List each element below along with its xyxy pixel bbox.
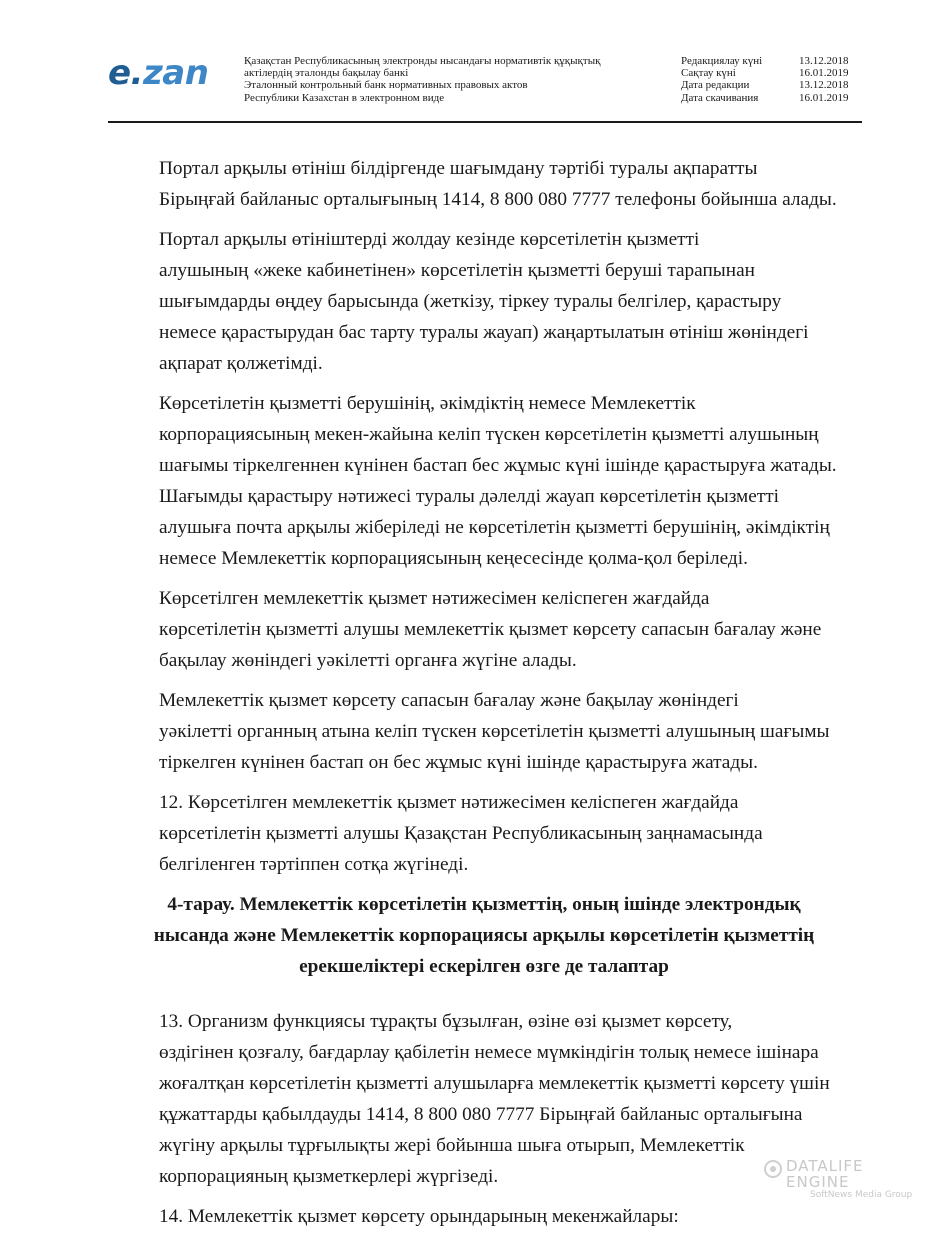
header-line: Республики Казахстан в электронном виде — [244, 91, 445, 104]
text-line: Көрсетілген мемлекеттік қызмет нәтижесімен келіспеген жағдайда — [159, 588, 710, 609]
text-line: немесе қарастырудан бас тарту туралы жауап) жаңартылатын өтініш жөніндегі — [159, 322, 809, 343]
text-line: 13. Организм функциясы тұрақты бұзылған, өзіне өзі қызмет көрсету, — [159, 1011, 733, 1032]
text-line: бақылау жөніндегі уәкілетті органға жүгіне алады. — [159, 650, 577, 671]
text-line: Портал арқылы өтініштерді жолдау кезінде көрсетілетін қызметті — [159, 229, 700, 250]
header-line: актілердің эталонды бақылау банкі — [244, 67, 409, 80]
text-line: Портал арқылы өтініш білдіргенде шағымдану тәртібі туралы ақпаратты — [159, 158, 758, 179]
text-line: 4-тарау. Мемлекеттік көрсетілетін қызметтің, оның ішінде электрондық — [167, 894, 801, 915]
text-line: ерекшеліктері ескерілген өзге де талаптар — [299, 956, 669, 977]
text-line: тіркелген күнінен бастап он бес жұмыс күні ішінде қарастыруға жатады. — [159, 752, 758, 773]
text-line: корпорацияның қызметкерлері жүргізеді. — [159, 1166, 499, 1187]
paragraph — [108, 1006, 860, 1192]
text-line: алушыға почта арқылы жіберіледі не көрсетілетін қызметті берушінің, әкімдіктің — [159, 517, 830, 538]
text-line: уәкілетті органның атына келіп түскен көрсетілетін қызметті алушының шағымы — [159, 721, 830, 742]
header-line: Қазақстан Республикасының электронды нысандағы нормативтік құқықтық — [244, 55, 601, 67]
text-line: Шағымды қарастыру нәтижесі туралы дәлелді жауап көрсетілетін қызметті — [159, 486, 780, 507]
text-line: Бірыңғай байланыс орталығының 1414, 8 800 080 7777 телефоны бойынша алады. — [159, 189, 837, 210]
ezan-logo: e.zan — [108, 53, 209, 93]
text-line: Мемлекеттік қызмет көрсету сапасын бағалау және бақылау жөніндегі — [159, 690, 739, 711]
text-line: нысанда және Мемлекеттік корпорациясы арқылы көрсетілетін қызметтің — [153, 925, 815, 946]
paragraph — [108, 787, 860, 880]
text-line: шағымы тіркелгеннен күнінен бастап бес жұмыс күні ішінде қарастыруға жатады. — [159, 455, 837, 476]
date-row: Дата редакции 13.12.2018 — [681, 79, 849, 92]
text-line: ақпарат қолжетімді. — [159, 353, 323, 374]
paragraph — [108, 583, 860, 676]
paragraph — [108, 685, 860, 778]
paragraph — [108, 224, 860, 379]
text-line: өздігінен қозғалу, бағдарлау қабілетін немесе мүмкіндігін толық немесе ішінара — [159, 1042, 819, 1063]
text-line: 14. Мемлекеттік қызмет көрсету орындарының мекенжайлары: — [159, 1206, 679, 1227]
text-line: шығымдарды өңдеу барысында (жеткізу, тіркеу туралы белгілер, қарастыру — [159, 291, 782, 312]
text-line: жоғалтқан көрсетілетін қызметті алушыларға мемлекеттік қызметті көрсету үшін — [159, 1073, 830, 1094]
text-line: немесе Мемлекеттік корпорациясының кеңесесінде қолма-қол беріледі. — [159, 548, 748, 569]
text-line: 12. Көрсетілген мемлекеттік қызмет нәтижесімен келіспеген жағдайда — [159, 792, 739, 813]
datalife-logo-icon — [764, 1160, 782, 1178]
text-line: көрсетілетін қызметті алушы мемлекеттік қызмет көрсету сапасын бағалау және — [159, 619, 822, 640]
text-line: Көрсетілетін қызметті берушінің, әкімдіктің немесе Мемлекеттік — [159, 393, 696, 414]
header-line: Эталонный контрольный банк нормативных правовых актов — [244, 79, 528, 92]
paragraph — [108, 388, 860, 574]
watermark-brand: DATALIFE ENGINE — [786, 1157, 864, 1191]
text-line: көрсетілетін қызметті алушы Қазақстан Республикасының заңнамасында — [159, 823, 763, 844]
watermark-sub: SoftNews Media Group — [810, 1190, 913, 1200]
paragraph — [108, 1201, 860, 1232]
watermark — [786, 1158, 927, 1200]
date-row: Редакциялау күні 13.12.2018 — [681, 55, 849, 67]
document-body — [108, 153, 860, 1241]
text-line: белгіленген тәртіппен сотқа жүгінеді. — [159, 854, 469, 875]
text-line: жүгіну арқылы тұрғылықты жері бойынша шыға отырып, Мемлекеттік — [159, 1135, 745, 1156]
text-line: құжаттарды қабылдауды 1414, 8 800 080 7777 Бірыңғай байланыс орталығына — [159, 1104, 803, 1125]
text-line: алушының «жеке кабинетінен» көрсетілетін қызметті беруші тарапынан — [159, 260, 755, 281]
date-row: Сақтау күні 16.01.2019 — [681, 67, 849, 80]
section-heading — [108, 889, 860, 982]
header-dates — [681, 55, 871, 104]
header-title-block — [244, 55, 654, 104]
date-row: Дата скачивания 16.01.2019 — [681, 91, 849, 104]
text-line: корпорациясының мекен-жайына келіп түскен көрсетілетін қызметті алушының — [159, 424, 819, 445]
header-divider — [108, 121, 862, 123]
paragraph — [108, 153, 860, 215]
